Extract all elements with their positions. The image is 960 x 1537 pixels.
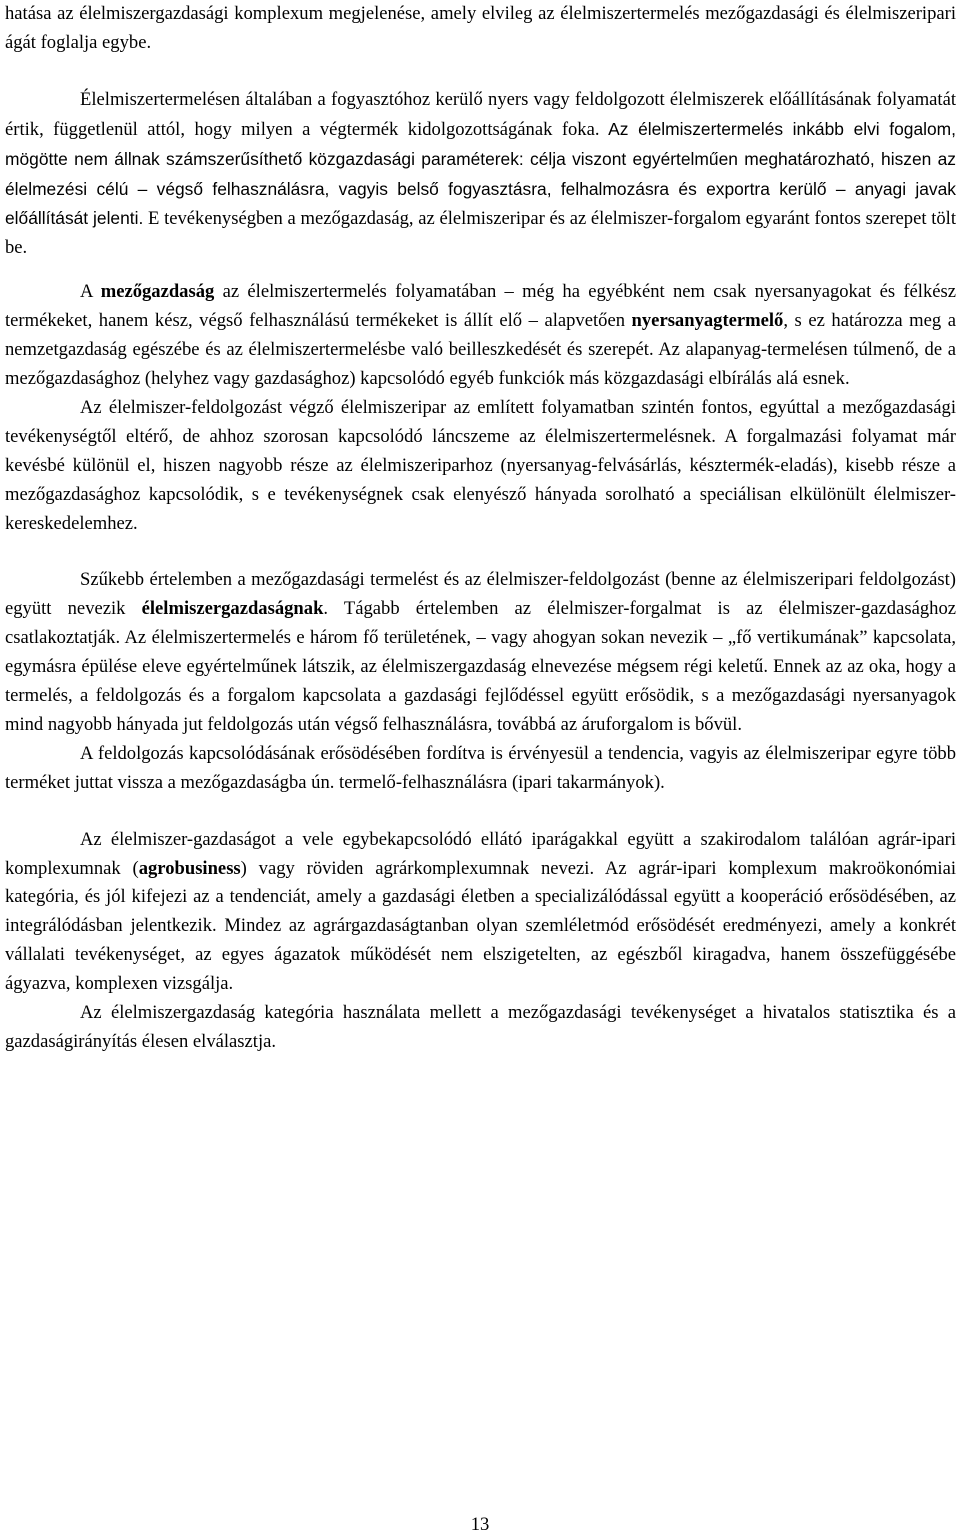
paragraph-agrobusiness (5, 826, 956, 999)
document-page (5, 0, 956, 1057)
paragraph-text: A feldolgozás kapcsolódásának erősödésében fordítva is érvényesül a tendencia, vagyis az élelmiszeripar egyre több terméket juttat vissza a mezőgazdaságba ún. termelő-felhasználásra (ipari takarmányok). (5, 742, 956, 793)
paragraph-text: Élelmiszertermelésen általában a fogyasztóhoz kerülő nyers vagy feldolgozott élelmiszerek előállításának folyamatát értik, függetlenül attól, hogy milyen a végtermék kidolgozottságának foka. (5, 88, 956, 140)
paragraph-text: , s ez határozza meg a nemzetgazdaság egészébe és az élelmiszertermelésbe való beilleszkedését és szerepét. Az alapanyag-termelésen túlmenő, de a mezőgazdasághoz (helyhez vagy gazdasághoz) kapcsolódó egyéb funkciók más közgazdasági elbírálás alá esnek. (5, 310, 956, 389)
paragraph-food-economy (5, 566, 956, 739)
paragraph-agriculture (5, 278, 956, 394)
paragraph-gap (5, 263, 956, 278)
page-number: 13 (470, 1514, 490, 1535)
paragraph-gap (5, 58, 956, 86)
paragraph-text-sans: Az élelmiszertermelés inkább elvi fogalom, mögötte nem állnak számszerűsíthető közgazdasági paraméterek: célja viszont egyértelműen meghatározható, hiszen az élelmezési célú – végső felhasználásra, vagyis belső fogyasztásra, felhalmozásra és exportra kerülő – anyagi javak előállítását jelenti. (5, 118, 956, 229)
paragraph-text: . Tágabb értelemben az élelmiszer-forgalmat is az élelmiszer-gazdasághoz csatlakoztatják. Az élelmiszertermelés e három fő területének, – vagy ahogyan sokan nevezik – „fő vertikumának” kapcsolata, egymásra épülése eleve egyértelműnek látszik, az élelmiszergazdaság elnevezése mégsem régi keletű. Ennek az az oka, hogy a termelés, a feldolgozás és a forgalom kapcsolata a gazdasági fejlődéssel együtt erősödik, s a mezőgazdasági nyersanyagok mind nagyobb hányada jut feldolgozás után végső felhasználásra, továbbá az áruforgalom is bővül. (5, 598, 956, 735)
paragraph-text: Az élelmiszer-gazdaságot a vele egybekapcsolódó ellátó iparágakkal együtt a szakirodalom találóan agrár-ipari komplexumnak ( (5, 828, 956, 879)
bold-term-raw-material-producer: nyersanyagtermelő (631, 310, 784, 332)
paragraph-food-production (5, 86, 956, 263)
paragraph-gap (5, 538, 956, 566)
paragraph-text: az élelmiszertermelés folyamatában – még ha egyébként nem csak nyersanyagokat és félkész termékeket, hanem kész, végső felhasználású termékeket is állít elő – alapvetően (5, 281, 956, 332)
bold-term-agrobusiness: agrobusiness (138, 857, 241, 879)
paragraph-text: Az élelmiszergazdaság kategória használata mellett a mezőgazdasági tevékenységet a hivatalos statisztika és a gazdaságirányítás élesen elválasztja. (5, 1002, 956, 1052)
paragraph-continuation (5, 0, 956, 58)
paragraph-gap (5, 798, 956, 826)
bold-term-agriculture: mezőgazdaság (100, 281, 215, 303)
paragraph-text: A (80, 281, 101, 303)
paragraph-food-industry (5, 394, 956, 539)
bold-term-food-economy: élelmiszergazdaságnak (141, 598, 324, 620)
paragraph-text: hatása az élelmiszergazdasági komplexum megjelenése, amely elvileg az élelmiszertermelés mezőgazdasági és élelmiszeripari ágát foglalja egybe. (5, 3, 956, 53)
paragraph-text: E tevékenységben a mezőgazdaság, az élelmiszeripar és az élelmiszer-forgalom egyaránt fontos szerepet tölt be. (5, 208, 956, 259)
paragraph-text: Az élelmiszer-feldolgozást végző élelmiszeripar az említett folyamatban szintén fontos, egyúttal a mezőgazdasági tevékenységtől eltérő, de ahhoz szorosan kapcsolódó láncszeme az élelmiszertermelésnek. A forgalmazási folyamat már kevésbé különül el, hiszen nagyobb része az élelmiszeriparhoz (nyersanyag-felvásárlás, késztermék-eladás), kisebb része a mezőgazdasághoz kapcsolódik, s e tevékenységnek csak elenyésző hányada sorolható a speciálisan elkülönült élelmiszer-kereskedelemhez. (5, 396, 956, 534)
paragraph-processing (5, 740, 956, 798)
paragraph-text: Szűkebb értelemben a mezőgazdasági termelést és az élelmiszer-feldolgozást (benne az élelmiszeripari feldolgozást) együtt nevezik (5, 569, 956, 620)
paragraph-statistics (5, 999, 956, 1057)
paragraph-text: ) vagy röviden agrárkomplexumnak nevezi. Az agrár-ipari komplexum makroökonómiai kategória, és jól kifejezi az a tendenciát, amely a gazdasági életben a specializálódással együtt a kooperáció erősödésében, az integrálódásban jelentkezik. Mindez az agrárgazdaságtanban olyan szemléletmód erősödését eredményezi, amely a konkrét vállalati tevékenységet, az egyes ágazatok működését nem elszigetelten, az egészből kiragadva, hanem összefüggésébe ágyazva, komplexen vizsgálja. (5, 857, 957, 995)
